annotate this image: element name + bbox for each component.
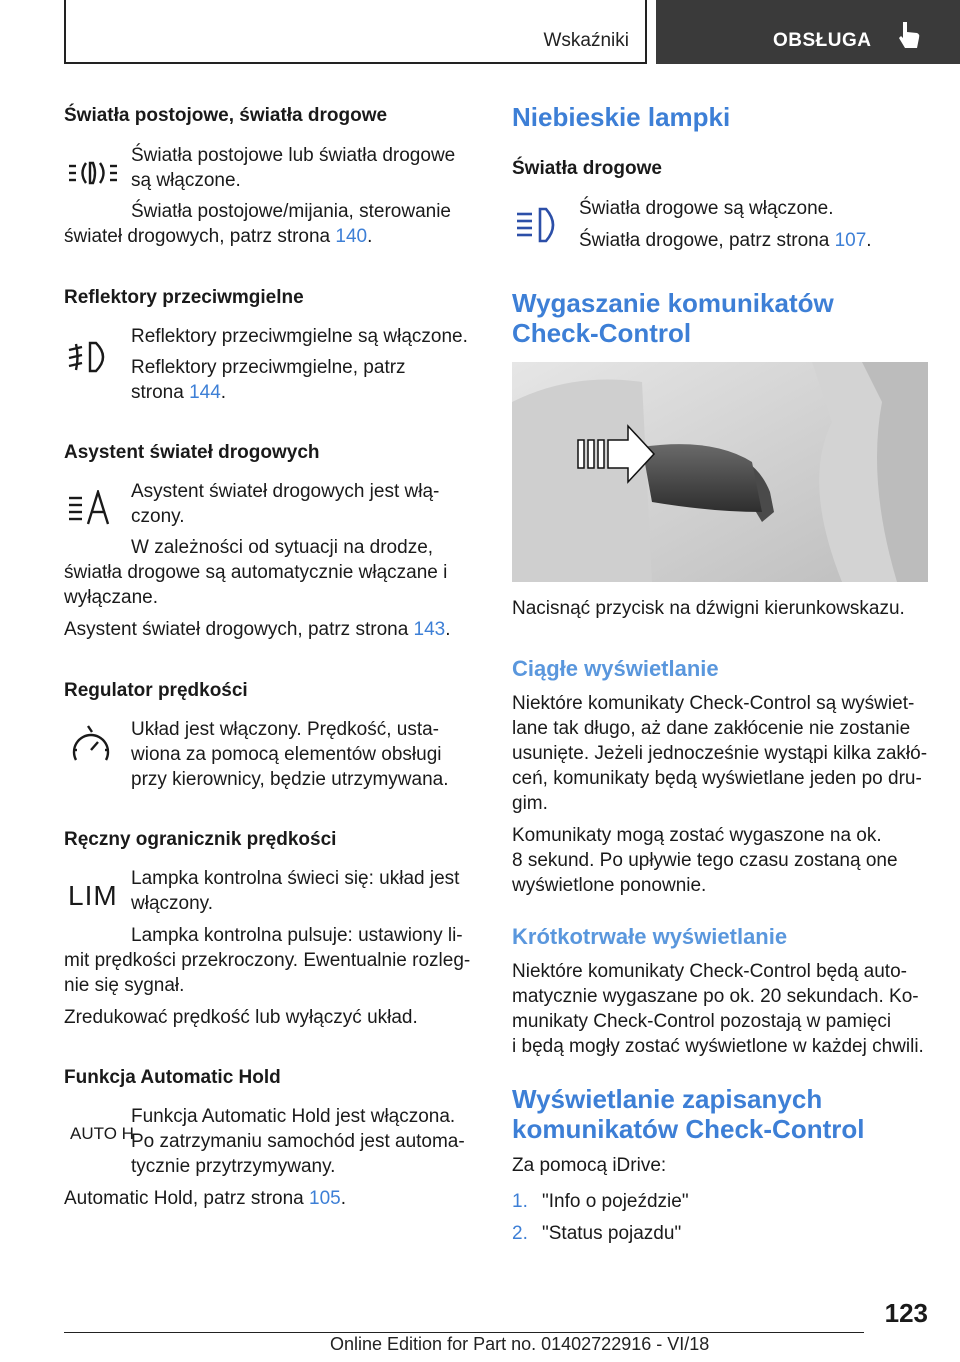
continuous-line8: wyświetlone ponownie. [512, 875, 707, 896]
parking-ref-text: świateł drogowych, patrz strona [64, 226, 331, 247]
cruise-line3: przy kierownicy, będzie utrzymywana. [131, 769, 449, 790]
header-section-label: Wskaźniki [543, 30, 629, 51]
blue-lamps-heading: Niebieskie lampki [512, 102, 731, 132]
high-assist-ref-text: Asystent świateł drogowych, patrz strona [64, 619, 409, 640]
hold-line2: Po zatrzymaniu samochód jest automa‐ [131, 1131, 465, 1152]
high-assist-text-line3: wyłączane. [64, 587, 158, 608]
limiter-heading: Ręczny ogranicznik prędkości [64, 829, 337, 850]
pointing-hand-icon [897, 20, 921, 50]
continuous-line7: 8 sekund. Po upływie tego czasu zostaną one [512, 850, 898, 871]
parking-lights-heading: Światła postojowe, światła drogowe [64, 105, 388, 126]
step-number: 2. [512, 1223, 528, 1244]
limiter-line6: Zredukować prędkość lub wyłączyć układ. [64, 1007, 418, 1028]
turn-signal-lever-photo [512, 362, 928, 582]
hide-heading-line1: Wygaszanie komunikatów [512, 288, 834, 318]
fog-light-icon [68, 340, 114, 374]
hold-line1: Funkcja Automatic Hold jest włączona. [131, 1106, 456, 1127]
fog-desc: Reflektory przeciwmgielne są włączone. [131, 326, 468, 347]
high-beam-assistant-icon [68, 490, 112, 526]
continuous-line5: gim. [512, 793, 548, 814]
hold-line3: tycznie przytrzymywany. [131, 1156, 336, 1177]
continuous-line4: ceń, komunikaty będą wyświetlane jeden po dru‐ [512, 768, 922, 789]
limiter-line3: Lampka kontrolna pulsuje: ustawiony li‐ [131, 925, 463, 946]
stored-heading-line1: Wyświetlanie zapisanych [512, 1084, 823, 1114]
step-text[interactable]: "Info o pojeździe" [542, 1191, 689, 1212]
fog-lights-heading: Reflektory przeciwmgielne [64, 287, 304, 308]
high-beam-ref: Światła drogowe, patrz strona 107. [579, 230, 872, 251]
fog-ref-line1: Reflektory przeciwmgielne, patrz [131, 357, 406, 378]
cruise-heading: Regulator prędkości [64, 680, 248, 701]
hold-heading: Funkcja Automatic Hold [64, 1067, 281, 1088]
footer-divider [64, 1332, 864, 1333]
parking-ref-line1: Światła postojowe/mijania, sterowanie [131, 201, 451, 222]
header-section-tab [64, 0, 647, 64]
parking-ref-link[interactable]: 140 [335, 226, 368, 247]
high-assist-ref: Asystent świateł drogowych, patrz strona 143. [64, 619, 451, 640]
footer-edition: Online Edition for Part no. 01402722916 - VI/18 [330, 1334, 710, 1354]
limiter-line5: nie się sygnał. [64, 975, 185, 996]
lever-illustration [512, 362, 928, 582]
header-chapter-label: OBSŁUGA [773, 30, 872, 51]
continuous-line2: lane tak długo, aż dane zakłócenie nie zostanie [512, 718, 911, 739]
hide-heading-line2: Check-Control [512, 318, 692, 348]
limiter-icon: LIM [68, 880, 118, 911]
photo-caption: Nacisnąć przycisk na dźwigni kierunkowskazu. [512, 598, 905, 619]
continuous-line6: Komunikaty mogą zostać wygaszone na ok. [512, 825, 882, 846]
page-number: 123 [884, 1298, 928, 1328]
continuous-line1: Niektóre komunikaty Check-Control są wyświet‐ [512, 693, 915, 714]
continuous-heading: Ciągłe wyświetlanie [512, 656, 719, 681]
hold-ref-text: Automatic Hold, patrz strona [64, 1188, 304, 1209]
cruise-line1: Układ jest włączony. Prędkość, usta‐ [131, 719, 439, 740]
short-line1: Niektóre komunikaty Check-Control będą auto‐ [512, 961, 907, 982]
high-assist-text-line2: światła drogowe są automatycznie włączane i [64, 562, 448, 583]
header-chapter-tab [656, 0, 960, 64]
high-assist-heading: Asystent świateł drogowych [64, 442, 320, 463]
fog-ref-line2: strona 144. [131, 382, 227, 403]
limiter-line1: Lampka kontrolna świeci się: układ jest [131, 868, 460, 889]
idrive-intro: Za pomocą iDrive: [512, 1155, 667, 1176]
fog-ref-text: strona [131, 382, 184, 403]
cruise-line2: wiona za pomocą elementów obsługi [131, 744, 442, 765]
fog-ref-link[interactable]: 144 [189, 382, 221, 403]
parking-desc-line1: Światła postojowe lub światła drogowe [131, 145, 456, 166]
step-item [512, 1189, 689, 1214]
continuous-line3: usunięte. Jeżeli jednocześnie wystąpi kilka zakłó‐ [512, 743, 928, 764]
high-assist-ref-link[interactable]: 143 [413, 619, 446, 640]
cruise-control-icon [70, 724, 112, 770]
high-beam-heading: Światła drogowe [512, 158, 662, 179]
high-beam-ref-text: Światła drogowe, patrz strona [579, 230, 830, 251]
parking-lights-icon [68, 160, 118, 186]
high-assist-desc-line1: Asystent świateł drogowych jest włą‐ [131, 481, 440, 502]
step-item [512, 1221, 681, 1246]
high-beam-desc: Światła drogowe są włączone. [579, 198, 834, 219]
step-number: 1. [512, 1191, 528, 1212]
short-line4: i będą mogły zostać wyświetlone w każdej chwili. [512, 1036, 924, 1057]
hold-ref-link[interactable]: 105 [309, 1188, 341, 1209]
high-beam-ref-link[interactable]: 107 [834, 230, 867, 251]
step-text[interactable]: "Status pojazdu" [542, 1223, 682, 1244]
high-beam-icon [516, 206, 562, 244]
hold-ref: Automatic Hold, patrz strona 105. [64, 1188, 346, 1209]
short-line2: matycznie wygaszane po ok. 20 sekundach. Ko‐ [512, 986, 919, 1007]
limiter-line4: mit prędkości przekroczony. Ewentualnie rozleg‐ [64, 950, 471, 971]
limiter-line2: włączony. [131, 893, 214, 914]
short-heading: Krótkotrwałe wyświetlanie [512, 924, 788, 949]
stored-heading-line2: komunikatów Check-Control [512, 1114, 865, 1144]
parking-desc-line2: są włączone. [131, 170, 241, 191]
high-assist-desc-line2: czony. [131, 506, 185, 527]
high-assist-text-line1: W zależności od sytuacji na drodze, [131, 537, 434, 558]
parking-ref-line2: świateł drogowych, patrz strona 140. [64, 226, 373, 247]
auto-hold-icon: AUTO H [70, 1124, 134, 1143]
short-line3: munikaty Check-Control pozostają w pamięci [512, 1011, 892, 1032]
